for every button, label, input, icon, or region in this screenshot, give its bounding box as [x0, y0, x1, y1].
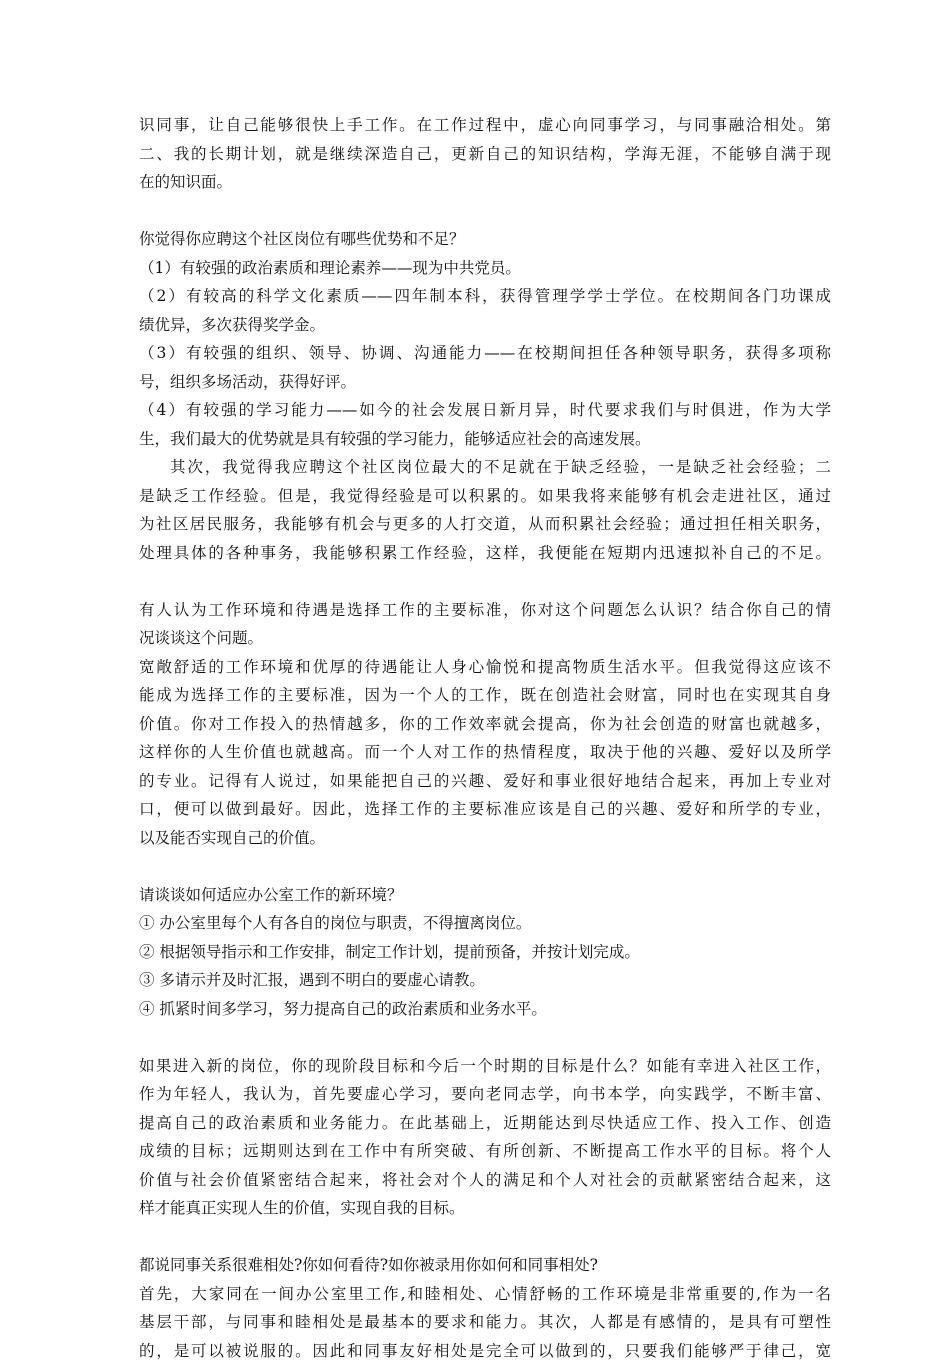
document-body — [139, 111, 831, 1365]
blank-line — [139, 1223, 831, 1252]
text-line: 如果进入新的岗位，你的现阶段目标和今后一个时期的目标是什么？如能有幸进入社区工作， — [139, 1052, 831, 1081]
text-line: 有人认为工作环境和待遇是选择工作的主要标准，你对这个问题怎么认识？结合你自己的情 — [139, 596, 831, 625]
text-line: 的专业。记得有人说过，如果能把自己的兴趣、爱好和事业很好地结合起来，再加上专业对 — [139, 767, 831, 796]
text-line: 以及能否实现自己的价值。 — [139, 824, 831, 853]
blank-line — [139, 852, 831, 881]
text-line: （3）有较强的组织、领导、协调、沟通能力——在校期间担任各种领导职务，获得多项称 — [139, 339, 831, 368]
text-line: （1）有较强的政治素质和理论素养——现为中共党员。 — [139, 254, 831, 283]
text-line: 的，是可以被说服的。因此和同事友好相处是完全可以做到的，只要我们能够严于律己，宽 — [139, 1337, 831, 1365]
text-line: 识同事，让自己能够很快上手工作。在工作过程中，虚心向同事学习，与同事融洽相处。第 — [139, 111, 831, 140]
text-line: 号，组织多场活动，获得好评。 — [139, 368, 831, 397]
text-line: （2）有较高的科学文化素质——四年制本科，获得管理学学士学位。在校期间各门功课成 — [139, 282, 831, 311]
text-line: ④ 抓紧时间多学习，努力提高自己的政治素质和业务水平。 — [139, 995, 831, 1024]
text-line: 在的知识面。 — [139, 168, 831, 197]
blank-line — [139, 1023, 831, 1052]
text-line: ② 根据领导指示和工作安排，制定工作计划，提前预备，并按计划完成。 — [139, 938, 831, 967]
text-line: 其次，我觉得我应聘这个社区岗位最大的不足就在于缺乏经验，一是缺乏社会经验；二 — [139, 453, 831, 482]
blank-line — [139, 197, 831, 226]
text-line: ③ 多请示并及时汇报，遇到不明白的要虚心请教。 — [139, 966, 831, 995]
text-line: 你觉得你应聘这个社区岗位有哪些优势和不足？ — [139, 225, 831, 254]
text-line: 这样你的人生价值也就越高。而一个人对工作的热情程度，取决于他的兴趣、爱好以及所学 — [139, 738, 831, 767]
text-line: ① 办公室里每个人有各自的岗位与职责，不得擅离岗位。 — [139, 909, 831, 938]
text-line: 口，便可以做到最好。因此，选择工作的主要标准应该是自己的兴趣、爱好和所学的专业， — [139, 795, 831, 824]
text-line: 为社区居民服务，我能够有机会与更多的人打交道，从而积累社会经验；通过担任相关职务， — [139, 510, 831, 539]
text-line: 首先，大家同在一间办公室里工作,和睦相处、心情舒畅的工作环境是非常重要的,作为一名 — [139, 1280, 831, 1309]
text-line: 能成为选择工作的主要标准，因为一个人的工作，既在创造社会财富，同时也在实现其自身 — [139, 681, 831, 710]
text-line: 生，我们最大的优势就是具有较强的学习能力，能够适应社会的高速发展。 — [139, 425, 831, 454]
blank-line — [139, 567, 831, 596]
text-line: 价值。你对工作投入的热情越多，你的工作效率就会提高，你为社会创造的财富也就越多， — [139, 710, 831, 739]
text-line: 提高自己的政治素质和业务能力。在此基础上，近期能达到尽快适应工作、投入工作、创造 — [139, 1109, 831, 1138]
text-line: 是缺乏工作经验。但是，我觉得经验是可以积累的。如果我将来能够有机会走进社区，通过 — [139, 482, 831, 511]
text-line: 请谈谈如何适应办公室工作的新环境？ — [139, 881, 831, 910]
text-line: 二、我的长期计划，就是继续深造自己，更新自己的知识结构，学海无涯，不能够自满于现 — [139, 140, 831, 169]
text-line: 基层干部，与同事和睦相处是最基本的要求和能力。其次，人都是有感情的，是具有可塑性 — [139, 1308, 831, 1337]
text-line: 绩优异，多次获得奖学金。 — [139, 311, 831, 340]
text-line: 都说同事关系很难相处?你如何看待?如你被录用你如何和同事相处? — [139, 1251, 831, 1280]
text-line: 成绩的目标；远期则达到在工作中有所突破、有所创新、不断提高工作水平的目标。将个人 — [139, 1137, 831, 1166]
text-line: 样才能真正实现人生的价值，实现自我的目标。 — [139, 1194, 831, 1223]
text-line: 作为年轻人，我认为，首先要虚心学习，要向老同志学，向书本学，向实践学，不断丰富、 — [139, 1080, 831, 1109]
text-line: 宽敞舒适的工作环境和优厚的待遇能让人身心愉悦和提高物质生活水平。但我觉得这应该不 — [139, 653, 831, 682]
text-line: 处理具体的各种事务，我能够积累工作经验，这样，我便能在短期内迅速拟补自己的不足。 — [139, 539, 831, 568]
text-line: 况谈谈这个问题。 — [139, 624, 831, 653]
text-line: （4）有较强的学习能力——如今的社会发展日新月异，时代要求我们与时俱进，作为大学 — [139, 396, 831, 425]
text-line: 价值与社会价值紧密结合起来，将社会对个人的满足和个人对社会的贡献紧密结合起来，这 — [139, 1166, 831, 1195]
